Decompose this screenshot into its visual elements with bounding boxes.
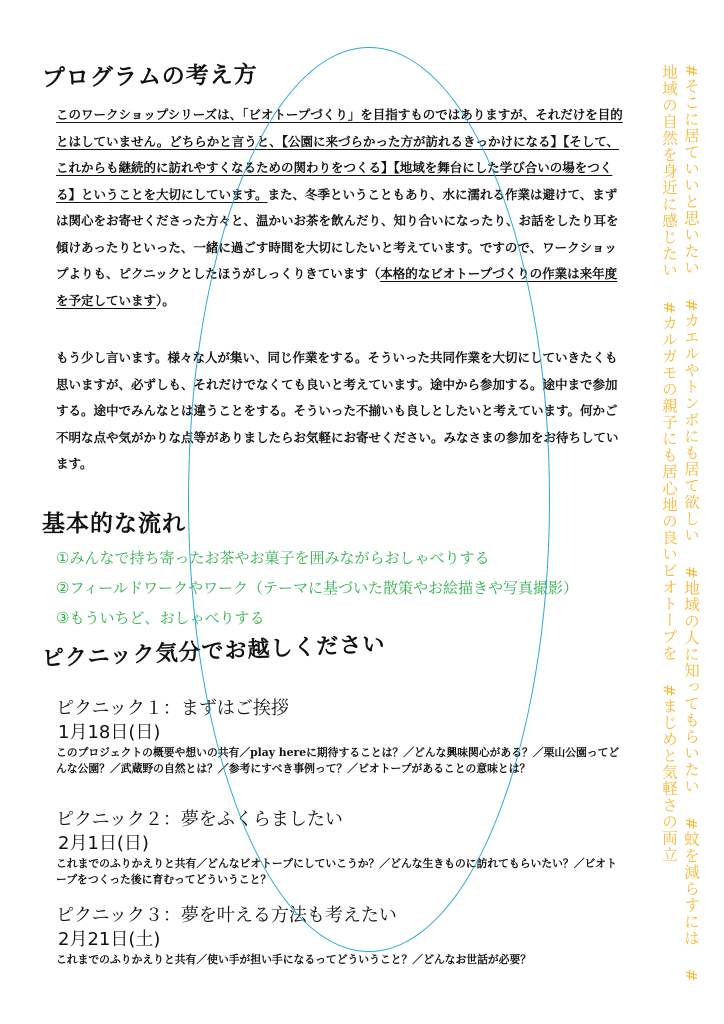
picnic-description: これまでのふりかえりと共有／どんなビオトープにしていこうか？／どんな生きものに訪れてもらいたい？／ビオトープをつくった後に育むってどういうこと？ bbox=[56, 857, 617, 886]
picnic-title: ピクニック３：夢を叶える方法も考えたい bbox=[56, 905, 397, 926]
philosophy-underlined-text: このワークショップシリーズは、「ビオトープづくり」を目指すものではありますが、それだけを目的とはしていません。どちらかと言うと、【公園に来づらかった方が訪れるきっかけになる】【そして、これからも継続的に訪れやすくなるための関わりをつくる】【地域を舞台にした学び合いの場をつくる】ということを大切にしています。 bbox=[56, 107, 623, 202]
picnic-date: 1月18日(日) bbox=[58, 722, 161, 743]
picnic-date: 2月1日(日) bbox=[58, 833, 149, 854]
flow-heading: 基本的な流れ bbox=[42, 510, 186, 537]
picnic-heading: ピクニック気分でお越しください bbox=[41, 631, 386, 672]
picnic-title: ピクニック２：夢をふくらましたい bbox=[56, 809, 343, 830]
flow-item: ①みんなで持ち寄ったお茶やお菓子を囲みながらおしゃべりする bbox=[56, 549, 490, 567]
philosophy-text: また、冬季ということもあり、水に濡れる作業は避けて、まずは関心をお寄せくださった方々と、温かいお茶を飲んだり、知り合いになったり、お話をしたり耳を傾けあったりといった、一緒に過ごす時間を大切にしたいと考えています。ですので、ワークショップよりも、ピクニックとしたほうがしっくりきています（ bbox=[56, 186, 619, 281]
hashtag: #まじめと気軽さの両立 bbox=[660, 683, 678, 863]
philosophy-text-end: ）。 bbox=[156, 292, 175, 308]
hashtag: #地域の自然を身近に感じたい bbox=[660, 64, 700, 983]
philosophy-heading: プログラムの考え方 bbox=[41, 61, 259, 92]
philosophy-paragraph-2: もう少し言います。様々な人が集い、同じ作業をする。そういった共同作業を大切にしていきたくも思いますが、必ずしも、それだけでなくても良いと考えています。途中から参加する。途中まで参加する。途中でみんなとは違うことをする。そういった不揃いも良しとしたいと考えています。何かご不明な点や気がかりな点等がありましたらお気軽にお寄せください。みなさまの参加をお待ちしています。 bbox=[56, 350, 619, 471]
picnic-description: このプロジェクトの概要や想いの共有／play hereに期待することは？／どんな興味関心がある？／栗山公園ってどんな公園？／武蔵野の自然とは？／参考にすべき事例って？／ビオトープがあることの意味とは？ bbox=[56, 746, 620, 775]
hashtag-column bbox=[658, 64, 702, 984]
hashtag: #そこに居ていいと思いたい bbox=[682, 64, 700, 276]
picnic-block bbox=[56, 808, 626, 887]
picnic-block bbox=[56, 904, 626, 968]
philosophy-paragraph-1 bbox=[56, 102, 624, 314]
philosophy-note: 本格的なビオトープづくりの作業は来年度を予定しています bbox=[56, 266, 618, 308]
picnic-block bbox=[56, 697, 626, 776]
flow-item: ③もういちど、おしゃべりする bbox=[56, 609, 265, 627]
flow-item: ②フィールドワークやワーク（テーマに基づいた散策やお絵描きや写真撮影） bbox=[56, 579, 578, 597]
picnic-date: 2月21日(土) bbox=[58, 929, 161, 950]
hashtag: #地域の人に知ってもらいたい bbox=[682, 565, 700, 795]
hashtag: #カエルやトンボにも居て欲しい bbox=[682, 298, 700, 544]
hashtag: #蚊を減らすには bbox=[682, 816, 700, 947]
hashtag: #カルガモの親子にも居心地の良いビオトープを bbox=[660, 300, 678, 662]
flow-list bbox=[56, 543, 578, 633]
picnic-description: これまでのふりかえりと共有／使い手が担い手になるってどういうこと？／どんなお世話が必要？ bbox=[56, 953, 532, 966]
picnic-title: ピクニック１：まずはご挨拶 bbox=[56, 698, 289, 719]
